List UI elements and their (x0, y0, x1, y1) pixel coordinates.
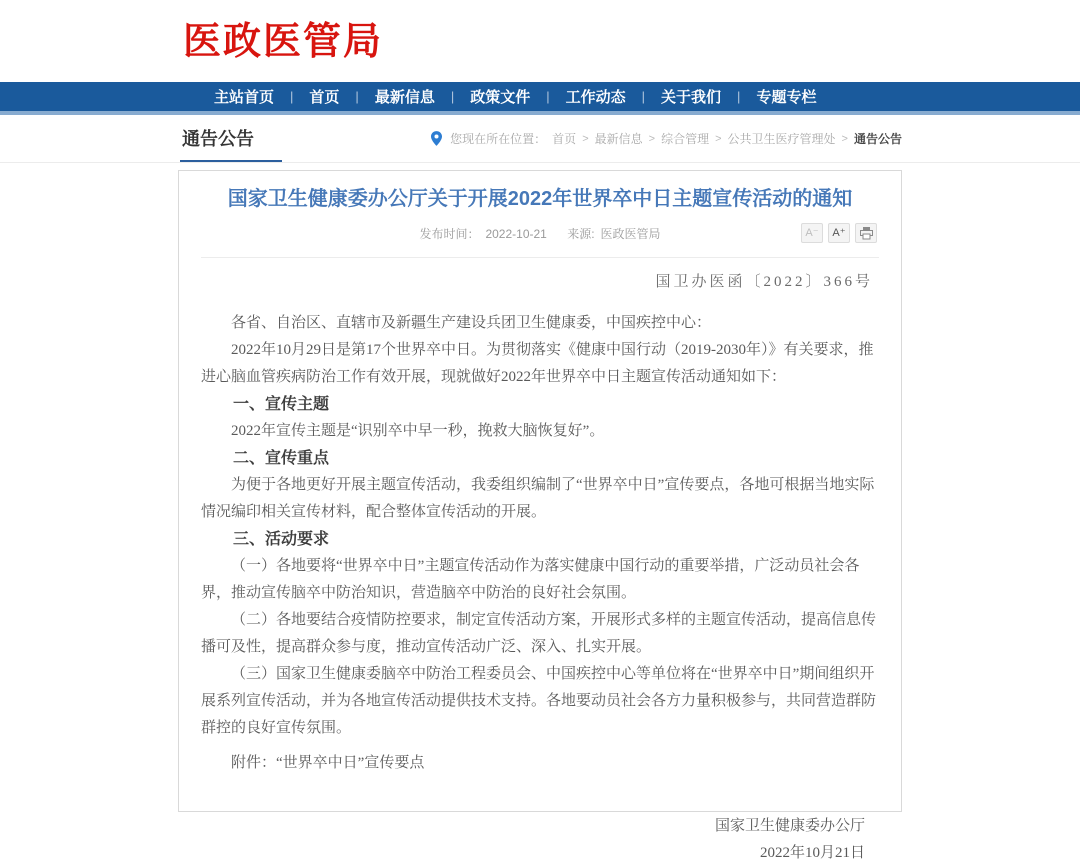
font-increase-button[interactable]: A⁺ (828, 223, 850, 243)
section-heading: 二、宣传重点 (233, 450, 330, 467)
article-meta-row (201, 223, 879, 245)
breadcrumb-separator: > (715, 132, 722, 145)
font-decrease-button[interactable]: A⁻ (801, 223, 823, 243)
nav-item-work-trends[interactable]: 工作动态 (565, 89, 626, 106)
article-paragraph: （三）国家卫生健康委脑卒中防治工程委员会、中国疾控中心等单位将在“世界卒中日”期间组织开展系列宣传活动，并为各地宣传活动提供技术支持。各地要动员社会各方力量积极参与，共同营造群防群控的良好宣传氛围。 (201, 666, 877, 736)
article-title: 国家卫生健康委办公厅关于开展2022年世界卒中日主题宣传活动的通知 (227, 188, 853, 210)
nav-separator: | (546, 89, 550, 104)
article-panel (178, 170, 902, 861)
article-meta (201, 223, 879, 245)
source-value: 医政医管局 (600, 227, 661, 241)
nav-item-main-home[interactable]: 主站首页 (214, 89, 275, 106)
signature-date: 2022年10月21日 (759, 845, 865, 861)
header-divider (201, 257, 879, 258)
signature-block (201, 813, 879, 867)
breadcrumb-link-3[interactable]: 公共卫生医疗管理处 (727, 132, 836, 146)
publish-time-label: 发布时间： (419, 227, 480, 241)
article-toolbar (801, 223, 877, 243)
breadcrumb-link-0[interactable]: 首页 (552, 132, 577, 146)
nav-separator: | (641, 89, 646, 104)
breadcrumb-separator: > (648, 132, 656, 145)
nav-items (0, 82, 1080, 111)
nav-separator: | (355, 89, 359, 104)
section-heading: 三、活动要求 (233, 531, 330, 548)
nav-separator: | (737, 89, 741, 104)
article-paragraph: （二）各地要结合疫情防控要求，制定宣传活动方案，开展形式多样的主题宣传活动，提高信息传播可及性，提高群众参与度，推动宣传活动广泛、深入、扎实开展。 (201, 612, 877, 655)
site-header (0, 0, 1080, 82)
breadcrumb-bar (0, 115, 1080, 163)
nav-item-home[interactable]: 首页 (309, 89, 340, 106)
signature-org: 国家卫生健康委办公厅 (714, 818, 865, 834)
breadcrumb-path (552, 130, 902, 147)
nav-item-policy-documents[interactable]: 政策文件 (470, 89, 531, 106)
site-logo: 医政医管局 (183, 21, 384, 63)
breadcrumb-separator: > (841, 132, 848, 145)
article-paragraph: 各省、自治区、直辖市及新疆生产建设兵团卫生健康委，中国疾控中心： (231, 315, 712, 331)
print-button[interactable] (855, 223, 877, 243)
article-paragraph: 2022年宣传主题是“识别卒中早一秒，挽救大脑恢复好”。 (231, 423, 605, 439)
nav-item-special-topics[interactable]: 专题专栏 (756, 89, 817, 106)
main-nav (0, 82, 1080, 115)
breadcrumb-link-1[interactable]: 最新信息 (594, 132, 643, 146)
nav-separator: | (290, 89, 294, 104)
breadcrumb-separator: > (582, 132, 589, 145)
section-title: 通告公告 (180, 115, 282, 162)
breadcrumb-location-label: 您现在所在位置： (450, 132, 547, 146)
attachment-line: 附件：“世界卒中日”宣传要点 (231, 755, 425, 771)
breadcrumb-link-2[interactable]: 综合管理 (661, 132, 710, 146)
breadcrumb (431, 130, 902, 147)
article-paragraph: （一）各地要将“世界卒中日”主题宣传活动作为落实健康中国行动的重要举措，广泛动员社会各界，推动宣传脑卒中防治知识，营造脑卒中防治的良好社会氛围。 (201, 558, 860, 601)
article-body (201, 310, 879, 742)
article-paragraph: 2022年10月29日是第17个世界卒中日。为贯彻落实《健康中国行动（2019-2030年）》有关要求，推进心脑血管疾病防治工作有效开展，现就做好2022年世界卒中日主题宣传活动通知如下： (201, 342, 874, 385)
nav-item-latest-news[interactable]: 最新信息 (374, 89, 435, 106)
section-heading: 一、宣传主题 (233, 396, 330, 413)
article-paragraph: 为便于各地更好开展主题宣传活动，我委组织编制了“世界卒中日”宣传要点，各地可根据当地实际情况编印相关宣传材料，配合整体宣传活动的开展。 (201, 477, 875, 520)
publish-time-value: 2022-10-21 (485, 227, 547, 241)
breadcrumb-current[interactable]: 通告公告 (853, 132, 902, 146)
nav-item-about-us[interactable]: 关于我们 (661, 89, 722, 106)
source-label: 来源: (567, 227, 595, 241)
document-number: 国卫办医函〔2022〕366号 (655, 274, 873, 290)
location-pin-icon (431, 131, 442, 146)
print-icon (860, 227, 873, 239)
nav-separator: | (450, 89, 455, 104)
